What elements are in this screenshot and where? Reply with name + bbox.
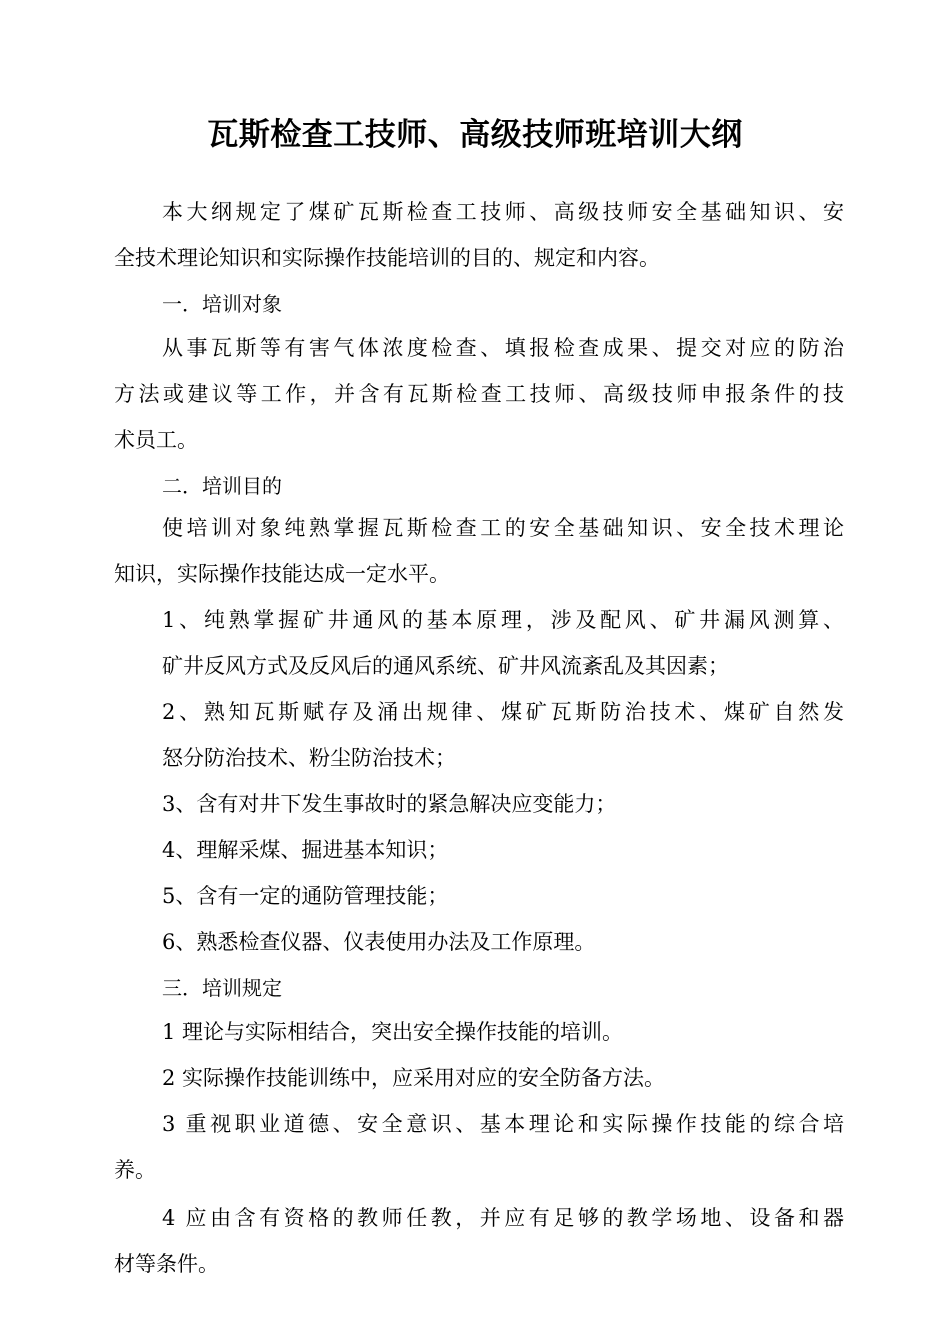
requirement-item-2: 2 实际操作技能训练中，应采用对应的安全防备方法。 [162,1066,666,1090]
purpose-item-3: 3、含有对井下发生事故时的紧急解决应变能力； [162,792,617,816]
trainees-line-1: 从事瓦斯等有害气体浓度检查、填报检查成果、提交对应的防治 [162,336,844,360]
purpose-item-2-line-1: 2、熟知瓦斯赋存及涌出规律、煤矿瓦斯防治技术、煤矿自然发 [162,700,844,724]
purpose-item-1-line-1: 1、纯熟掌握矿井通风的基本原理，涉及配风、矿井漏风测算、 [162,608,844,632]
intro-line-2: 全技术理论知识和实际操作技能培训的目的、规定和内容。 [114,246,660,270]
purpose-line-1: 使培训对象纯熟掌握瓦斯检查工的安全基础知识、安全技术理论 [162,516,844,540]
requirement-item-1: 1 理论与实际相结合，突出安全操作技能的培训。 [162,1020,624,1044]
trainees-line-2: 方法或建议等工作，并含有瓦斯检查工技师、高级技师申报条件的技 [114,382,844,406]
intro-line-1: 本大纲规定了煤矿瓦斯检查工技师、高级技师安全基础知识、安 [162,200,844,224]
requirement-item-4-line-1: 4 应由含有资格的教师任教，并应有足够的教学场地、设备和器 [162,1206,844,1230]
requirement-item-3-line-2: 养。 [114,1158,156,1182]
purpose-item-2-line-2: 怒分防治技术、粉尘防治技术； [162,746,456,770]
section-heading-requirements: 三．培训规定 [162,976,282,1000]
requirement-item-4-line-2: 材等条件。 [114,1252,219,1276]
purpose-item-6: 6、熟悉检查仪器、仪表使用办法及工作原理。 [162,930,596,954]
section-heading-trainees: 一．培训对象 [162,292,282,316]
document-title: 瓦斯检查工技师、高级技师班培训大纲 [207,117,743,153]
trainees-line-3: 术员工。 [114,428,198,452]
requirement-item-3-line-1: 3 重视职业道德、安全意识、基本理论和实际操作技能的综合培 [162,1112,844,1136]
purpose-item-5: 5、含有一定的通防管理技能； [162,884,449,908]
purpose-item-4: 4、理解采煤、掘进基本知识； [162,838,449,862]
purpose-item-1-line-2: 矿井反风方式及反风后的通风系统、矿井风流紊乱及其因素； [162,654,729,678]
purpose-line-2: 知识，实际操作技能达成一定水平。 [114,562,450,586]
section-heading-purpose: 二．培训目的 [162,474,282,498]
